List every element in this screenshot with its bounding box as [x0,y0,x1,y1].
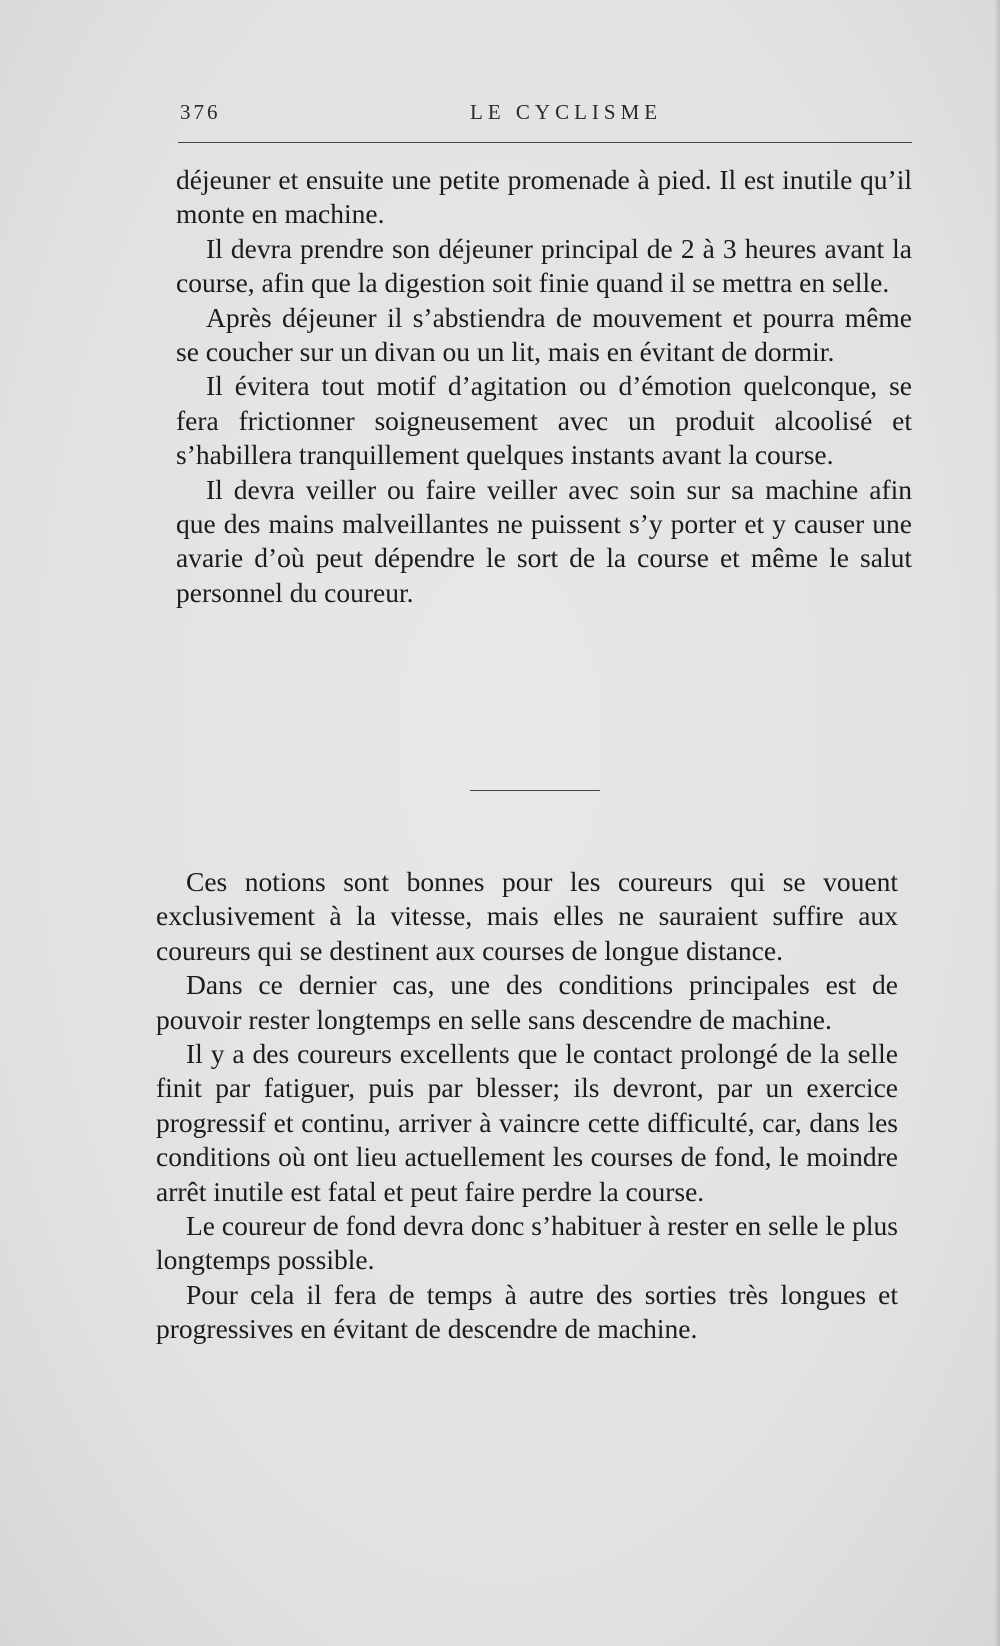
running-head [180,100,912,130]
paragraph: Dans ce dernier cas, une des conditions principales est de pouvoir rester longtemps en selle sans descendre de machine. [156,969,898,1035]
running-title: LE CYCLISME [470,100,663,124]
paragraph: déjeuner et ensuite une petite promenade à pied. Il est inutile qu’il monte en machine. [176,164,912,230]
paragraph: Après déjeuner il s’abstiendra de mouvement et pourra même se coucher sur un divan ou un lit, mais en évitant de dormir. [176,301,912,368]
paragraph: Il évitera tout motif d’agitation ou d’émotion quelconque, se fera frictionner soigneusement avec un produit alcoolisé et s’habillera tranquillement quelques instants avant la course. [176,370,912,471]
paragraph: Ces notions sont bonnes pour les coureurs qui se vouent exclusivement à la vitesse, mais elles ne sauraient suffire aux coureurs qui se destinent aux courses de longue distance. [156,866,898,966]
paragraph: Il devra veiller ou faire veiller avec soin sur sa machine afin que des mains malveillantes ne puissent s’y porter et y causer une avarie d’où peut dépendre le sort de la course et même le salut personnel du coureur. [176,473,912,608]
paragraph: Pour cela il fera de temps à autre des sorties très longues et progressives en évitant de descendre de machine. [156,1278,898,1345]
paragraph: Le coureur de fond devra donc s’habituer à rester en selle le plus longtemps possible. [156,1210,898,1276]
section-one-text [176,163,912,610]
paragraph: Il y a des coureurs excellents que le contact prolongé de la selle finit par fatiguer, puis par blesser; ils devront, par un exercice progressif et continu, arriver à vaincre cette difficulté, car, dans les conditions où ont lieu actuellement les courses de fond, le moindre arrêt inutile est fatal et peut faire perdre la course. [156,1038,898,1207]
section-two-text [156,865,898,1347]
section-separator-rule [470,790,600,791]
paragraph: Il devra prendre son déjeuner principal de 2 à 3 heures avant la course, afin que la digestion soit finie quand il se mettra en selle. [176,232,912,299]
page-edge-shadow [994,0,1000,1646]
page-number: 376 [180,100,221,124]
header-rule [178,142,912,143]
